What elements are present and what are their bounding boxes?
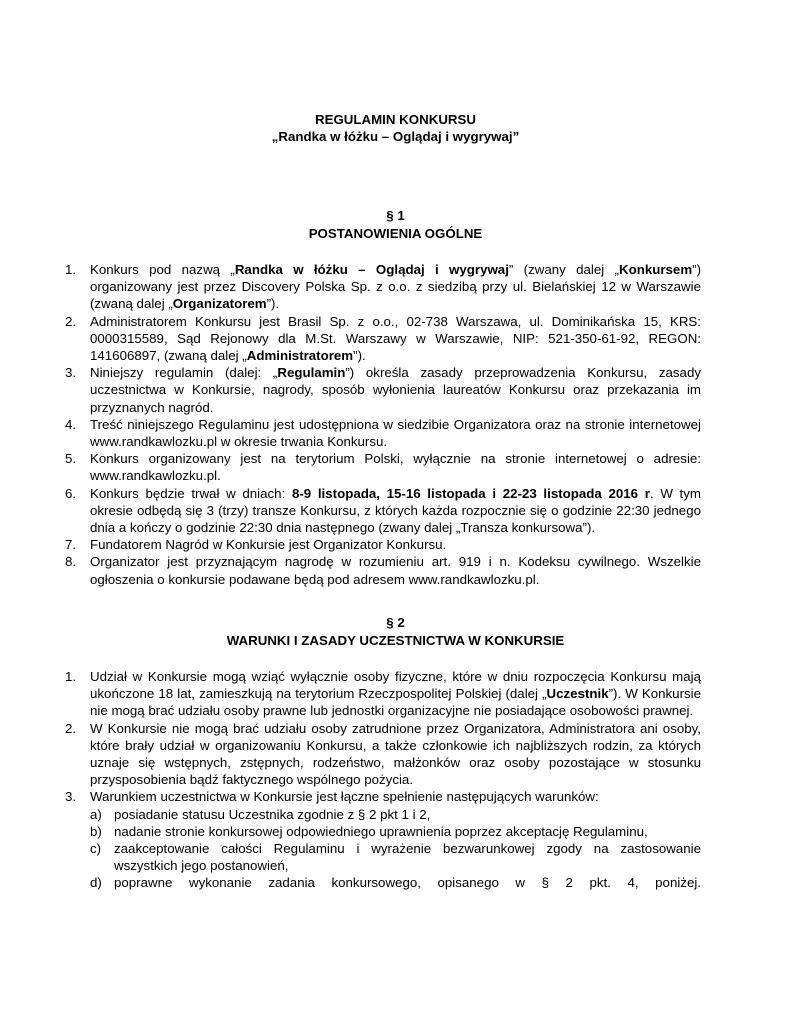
item-number: 4. [65,416,77,432]
list-item [65,261,701,313]
list-item [65,788,701,891]
list-item [65,553,701,587]
section-1-number: § 1 [386,208,405,223]
sub-item-text: nadanie stronie konkursowej odpowiedniego uprawnienia poprzez akceptację Regulaminu, [114,823,648,839]
item-number: 3. [65,365,77,381]
item-number: 2. [65,720,77,736]
item-text: Fundatorem Nagród w Konkursie jest Organizator Konkursu. [90,537,447,553]
sub-item-letter: b) [90,823,102,839]
section-1-list [65,261,701,588]
list-item [65,313,701,365]
sub-item-letter: d) [90,875,102,891]
item-number: 5. [65,451,77,467]
item-text [90,788,701,891]
list-item [65,485,701,537]
section-2-list [65,668,701,892]
sub-item [90,840,701,874]
sub-item-letter: a) [90,806,102,822]
list-item [65,450,701,484]
item-number: 3. [65,789,77,805]
section-2-number: § 2 [386,615,405,630]
item-text: Niniejszy regulamin (dalej: „Regulamin”) określa zasady przeprowadzenia Konkursu, zasady uczestnictwa w Konkursie, nagrody, sposób wyłonienia laureatów Konkursu oraz przekazania im przyznanych nagród. [90,365,701,415]
item-text: Konkurs organizowany jest na terytorium Polski, wyłącznie na stronie internetowej o adresie: www.randkawlozku.pl. [90,451,701,484]
sub-item-text: zaakceptowanie całości Regulaminu i wyrażenie bezwarunkowej zgody na zastosowanie wszystkich jego postanowień, [114,841,701,874]
item-number: 6. [65,485,77,501]
item-text: Konkurs pod nazwą „Randka w łóżku – Oglądaj i wygrywaj” (zwany dalej „Konkursem”) organizowany jest przez Discovery Polska Sp. z o.o. z siedzibą przy ul. Bielańskiej 12 w Warszawie (zwaną dalej „Organizatorem”). [90,262,701,312]
document-title: REGULAMIN KONKURSU [314,112,477,127]
item-number: 8. [65,554,77,570]
list-item [65,536,701,553]
item-text: Konkurs będzie trwał w dniach: 8-9 listopada, 15-16 listopada i 22-23 listopada 2016 r. W tym okresie odbędą się 3 (trzy) transze Konkursu, z których każda rozpocznie się o godzinie 22:30 jednego dnia a kończy o godzinie 22:30 dnia następnego (zwany dalej „Transza konkursowa”). [90,485,701,536]
item-number: 1. [65,669,77,684]
item-text: Treść niniejszego Regulaminu jest udostępniona w siedzibie Organizatora oraz na stronie internetowej www.randkawlozku.pl w okresie trwania Konkursu. [90,416,701,450]
item-text: Administratorem Konkursu jest Brasil Sp. z o.o., 02-738 Warszawa, ul. Dominikańska 15, KRS: 0000315589, Sąd Rejonowy dla M.St. Warszawy w Warszawie, NIP: 521-350-61-92, REGON: 141606897, (zwaną dalej „Administratorem”). [90,313,701,364]
sub-item [90,874,701,891]
list-item [65,720,701,789]
sub-item [90,823,701,840]
item-intro: Warunkiem uczestnictwa w Konkursie jest łączne spełnienie następujących warunków: [90,789,599,805]
list-item [65,364,701,416]
item-number: 2. [65,313,77,329]
item-text: W Konkursie nie mogą brać udziału osoby zatrudnione przez Organizatora, Administratora ani osoby, które brały udział w organizowaniu Konkursu, a także członkowie ich najbliższych rodzin, za których uznaje się wstępnych, zstępnych, rodzeństwo, małżonków oraz osoby pozostające w stosunku przysposobienia bądź faktycznego wspólnego pożycia. [90,720,701,788]
section-2-heading: WARUNKI I ZASADY UCZESTNICTWA W KONKURSIE [226,633,565,648]
sub-item-text: poprawne wykonanie zadania konkursowego, opisanego w § 2 pkt. 4, poniżej. [114,875,701,891]
list-item [65,416,701,450]
sub-item-text: posiadanie statusu Uczestnika zgodnie z § 2 pkt 1 i 2, [114,806,431,822]
sub-item [90,806,701,823]
list-item [65,668,701,720]
item-number: 1. [65,262,77,277]
section-1-heading: POSTANOWIENIA OGÓLNE [308,226,483,241]
sub-item-letter: c) [90,841,102,857]
item-number: 7. [65,537,77,553]
item-text: Organizator jest przyznającym nagrodę w rozumieniu art. 919 i n. Kodeksu cywilnego. Wszelkie ogłoszenia o konkursie podawane będą pod adresem www.randkawlozku.pl. [90,554,701,587]
document-subtitle: „Randka w łóżku – Oglądaj i wygrywaj” [271,129,520,144]
item-text: Udział w Konkursie mogą wziąć wyłącznie osoby fizyczne, które w dniu rozpoczęcia Konkursu mają ukończone 18 lat, zamieszkują na terytorium Rzeczpospolitej Polskiej (dalej „Uczestnik”). W Konkursie nie mogą brać udziału osoby prawne lub jednostki organizacyjne nie posiadające osobowości prawnej. [90,669,701,719]
